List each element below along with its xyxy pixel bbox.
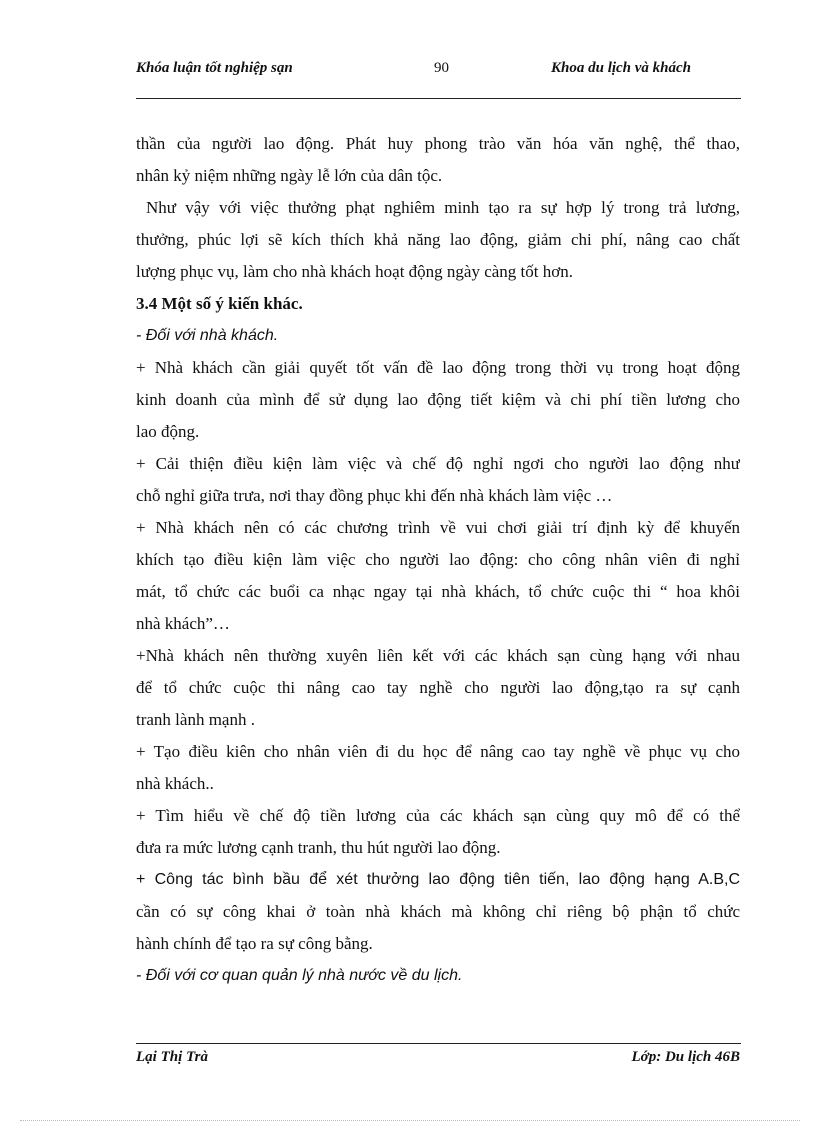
body-line: thưởng, phúc lợi sẽ kích thích khả năng lao động, giảm chi phí, nâng cao chất bbox=[136, 230, 740, 249]
body-line: + Công tác bình bầu để xét thưởng lao động tiên tiến, lao động hạng A.B,C bbox=[136, 871, 740, 888]
header-right-title: Khoa du lịch và khách bbox=[551, 60, 692, 76]
section-heading: 3.4 Một số ý kiến khác. bbox=[136, 294, 303, 313]
body-line: + Cải thiện điều kiện làm việc và chế độ nghỉ ngơi cho người lao động như bbox=[136, 454, 740, 473]
footer-class: Lớp: Du lịch 46B bbox=[631, 1049, 740, 1065]
body-line: cần có sự công khai ở toàn nhà khách mà không chỉ riêng bộ phận tổ chức bbox=[136, 902, 740, 921]
body-line: chỗ nghỉ giữa trưa, nơi thay đồng phục khi đến nhà khách làm việc … bbox=[136, 486, 613, 505]
body-line: + Nhà khách cần giải quyết tốt vấn đề lao động trong thời vụ trong hoạt động bbox=[136, 358, 740, 377]
footer-author: Lại Thị Trà bbox=[136, 1049, 208, 1065]
body-line: hành chính để tạo ra sự công bằng. bbox=[136, 934, 373, 953]
header-left-title: Khóa luận tốt nghiệp sạn bbox=[136, 60, 293, 76]
body-line: nhà khách.. bbox=[136, 774, 214, 793]
body-line: lao động. bbox=[136, 422, 200, 441]
body-line: khích tạo điều kiện làm việc cho người lao động: cho công nhân viên đi nghỉ bbox=[136, 550, 740, 569]
page-edge bbox=[20, 1120, 800, 1121]
body-line: +Nhà khách nên thường xuyên liên kết với các khách sạn cùng hạng với nhau bbox=[136, 646, 740, 665]
body-line: lượng phục vụ, làm cho nhà khách hoạt động ngày càng tốt hơn. bbox=[136, 262, 573, 281]
body-line: nhân kỷ niệm những ngày lễ lớn của dân tộc. bbox=[136, 166, 443, 185]
document-body bbox=[136, 130, 740, 994]
body-line: kinh doanh của mình để sử dụng lao động tiết kiệm và chi phí tiền lương cho bbox=[136, 390, 740, 409]
body-line: đưa ra mức lương cạnh tranh, thu hút người lao động. bbox=[136, 838, 501, 857]
footer-divider bbox=[136, 1043, 741, 1044]
body-line: tranh lành mạnh . bbox=[136, 710, 255, 729]
body-line: + Nhà khách nên có các chương trình về vui chơi giải trí định kỳ để khuyến bbox=[136, 518, 740, 537]
body-line: nhà khách”… bbox=[136, 614, 230, 633]
body-line: để tổ chức cuộc thi nâng cao tay nghề cho người lao động,tạo ra sự cạnh bbox=[136, 678, 740, 697]
body-line: + Tạo điều kiên cho nhân viên đi du học để nâng cao tay nghề về phục vụ cho bbox=[136, 742, 740, 761]
body-line: thần của người lao động. Phát huy phong trào văn hóa văn nghệ, thể thao, bbox=[136, 134, 740, 153]
body-line: + Tìm hiểu về chế độ tiền lương của các khách sạn cùng quy mô để có thể bbox=[136, 806, 740, 825]
body-line: Như vậy với việc thưởng phạt nghiêm minh tạo ra sự hợp lý trong trả lương, bbox=[146, 198, 740, 217]
page-number: 90 bbox=[434, 60, 449, 76]
subsection-label: - Đối với nhà khách. bbox=[136, 327, 279, 344]
header-divider bbox=[136, 98, 741, 99]
subsection-label: - Đối với cơ quan quản lý nhà nước về du lịch. bbox=[136, 967, 463, 984]
body-line: mát, tổ chức các buổi ca nhạc ngay tại nhà khách, tổ chức cuộc thi “ hoa khôi bbox=[136, 582, 740, 601]
